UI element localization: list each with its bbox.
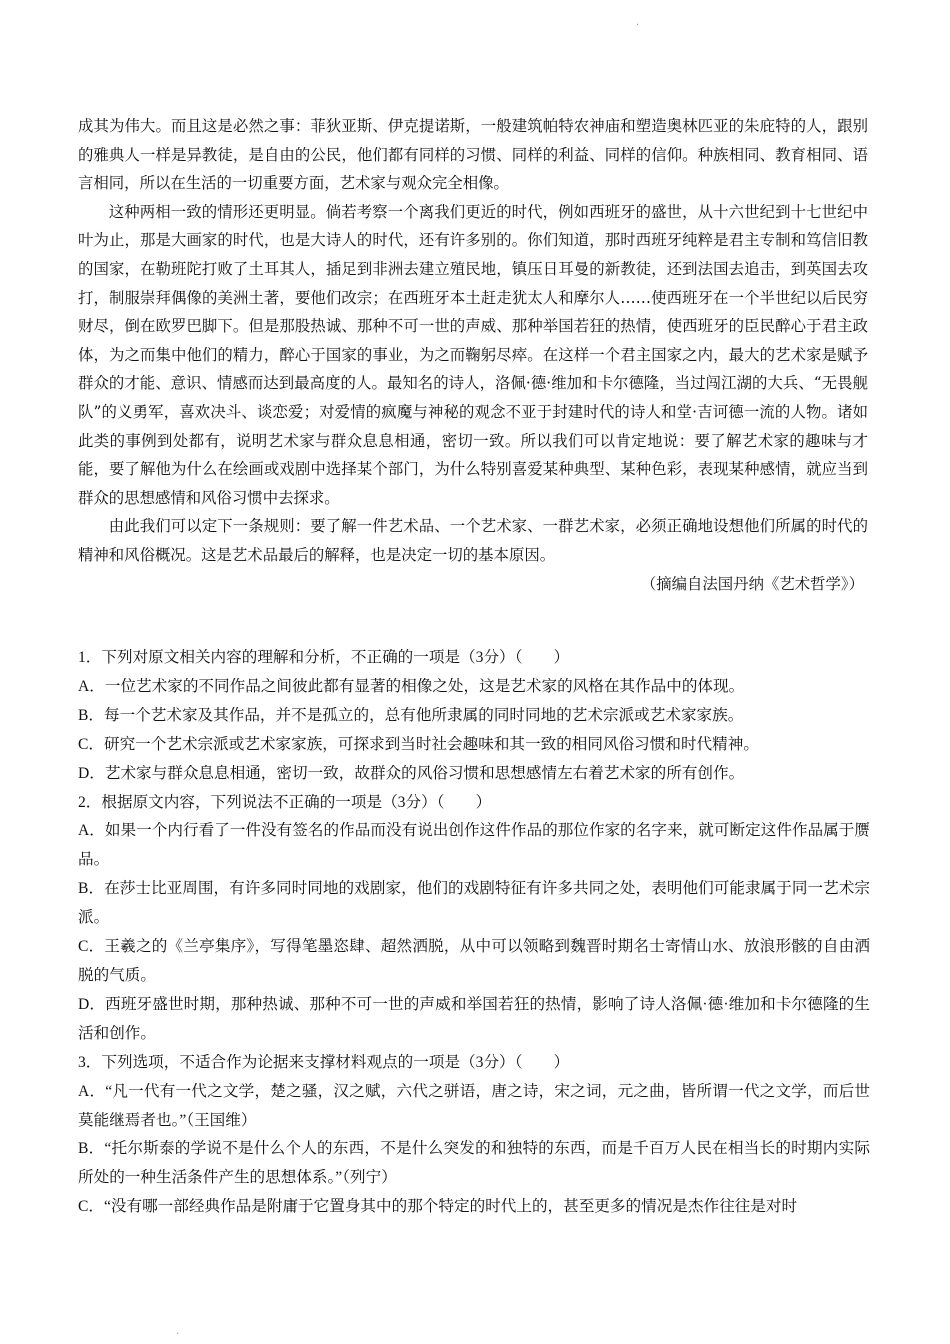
question-option: D．艺术家与群众息息相通，密切一致，故群众的风俗习惯和思想感情左右着艺术家的所有创作。 bbox=[78, 764, 745, 782]
question-option: C．王羲之的《兰亭集序》，写得笔墨恣肆、超然洒脱，从中可以领略到魏晋时期名士寄情山水、放浪形骸的自由洒脱的气质。 bbox=[78, 938, 870, 984]
footer-dot: . bbox=[176, 1326, 180, 1337]
question-option: B．在莎士比亚周围，有许多同时同地的戏剧家，他们的戏剧特征有许多共同之处，表明他们可能隶属于同一艺术宗派。 bbox=[78, 880, 870, 927]
passage-paragraph-3: 由此我们可以定下一条规则：要了解一件艺术品、一个艺术家、一群艺术家，必须正确地设想他们所属的时代的精神和风俗概况。这是艺术品最后的解释，也是决定一切的基本原因。 bbox=[78, 517, 868, 564]
header-dot: · bbox=[636, 20, 640, 31]
question-stem: 3．下列选项，不适合作为论据来支撑材料观点的一项是（3分）（ ） bbox=[78, 1053, 570, 1071]
passage-paragraph-1: 成其为伟大。而且这是必然之事：菲狄亚斯、伊克提诺斯，一般建筑帕特农神庙和塑造奥林匹亚的朱庇特的人，跟别的雅典人一样是异教徒，是自由的公民，他们都有同样的习惯、同样的利益、同样的信仰。种族相同、教育相同、语言相同，所以在生活的一切重要方面，艺术家与观众完全相像。 bbox=[78, 117, 868, 193]
question-option: C．“没有哪一部经典作品是附庸于它置身其中的那个特定的时代上的，甚至更多的情况是杰作往往是对时 bbox=[78, 1198, 798, 1216]
question-option: A．如果一个内行看了一件没有签名的作品而没有说出创作这件作品的那位作家的名字来，就可断定这件作品属于赝品。 bbox=[78, 822, 870, 869]
question-option: D．西班牙盛世时期，那种热诚、那种不可一世的声威和举国若狂的热情，影响了诗人洛佩·德·维加和卡尔德隆的生活和创作。 bbox=[78, 995, 870, 1042]
passage-paragraph-2: 这种两相一致的情形还更明显。倘若考察一个离我们更近的时代，例如西班牙的盛世，从十六世纪到十七世纪中叶为止，那是大画家的时代，也是大诗人的时代，还有许多别的。你们知道，那时西班牙纯粹是君主专制和笃信旧教的国家，在勒班陀打败了土耳其人，插足到非洲去建立殖民地，镇压日耳曼的新教徒，还到法国去追击，到英国去攻打，制服崇拜偶像的美洲土著，要他们改宗；在西班牙本土赶走犹太人和摩尔人……使西班牙在一个半世纪以后民穷财尽，倒在欧罗巴脚下。但是那股热诚、那种不可一世的声威、那种举国若狂的热情，使西班牙的臣民醉心于君主政体，为之而集中他们的精力，醉心于国家的事业，为之而鞠躬尽瘁。在这样一个君主国家之内，最大的艺术家是赋予群众的才能、意识、情感而达到最高度的人。最知名的诗人，洛佩·德·维加和卡尔德隆，当过闯江湖的大兵、“无畏舰队”的义勇军，喜欢决斗、谈恋爱；对爱情的疯魔与神秘的观念不亚于封建时代的诗人和堂·吉诃德一流的人物。诸如此类的事例到处都有，说明艺术家与群众息息相通，密切一致。所以我们可以肯定地说：要了解艺术家的趣味与才能，要了解他为什么在绘画或戏剧中选择某个部门，为什么特别喜爱某种典型、某种色彩，表现某种感情，就应当到群众的思想感情和风俗习惯中去探求。 bbox=[78, 202, 868, 507]
question-option: A．一位艺术家的不同作品之间彼此都有显著的相像之处，这是艺术家的风格在其作品中的体现。 bbox=[78, 677, 745, 695]
question-option: C．研究一个艺术宗派或艺术家家族，可探求到当时社会趣味和其一致的相同风俗习惯和时代精神。 bbox=[78, 735, 759, 753]
question-option: A．“凡一代有一代之文学，楚之骚，汉之赋，六代之骈语，唐之诗，宋之词，元之曲，皆所谓一代之文学，而后世莫能继焉者也。”（王国维） bbox=[78, 1082, 870, 1129]
question-option: B．每一个艺术家及其作品，并不是孤立的，总有他所隶属的同时同地的艺术宗派或艺术家家族。 bbox=[78, 706, 744, 724]
question-3 bbox=[78, 1049, 870, 1222]
question-stem: 1．下列对原文相关内容的理解和分析，不正确的一项是（3分）（ ） bbox=[78, 649, 570, 666]
question-2 bbox=[78, 789, 870, 1049]
reading-passage bbox=[78, 112, 868, 598]
question-1 bbox=[78, 644, 870, 789]
passage-source: （摘编自法国丹纳《艺术哲学》） bbox=[640, 574, 864, 593]
question-option: B．“托尔斯泰的学说不是什么个人的东西，不是什么突发的和独特的东西，而是千百万人民在相当长的时期内实际所处的一种生活条件产生的思想体系。”（列宁） bbox=[78, 1140, 870, 1187]
question-stem: 2．根据原文内容，下列说法不正确的一项是（3分）（ ） bbox=[78, 793, 492, 811]
question-section bbox=[78, 644, 870, 1222]
